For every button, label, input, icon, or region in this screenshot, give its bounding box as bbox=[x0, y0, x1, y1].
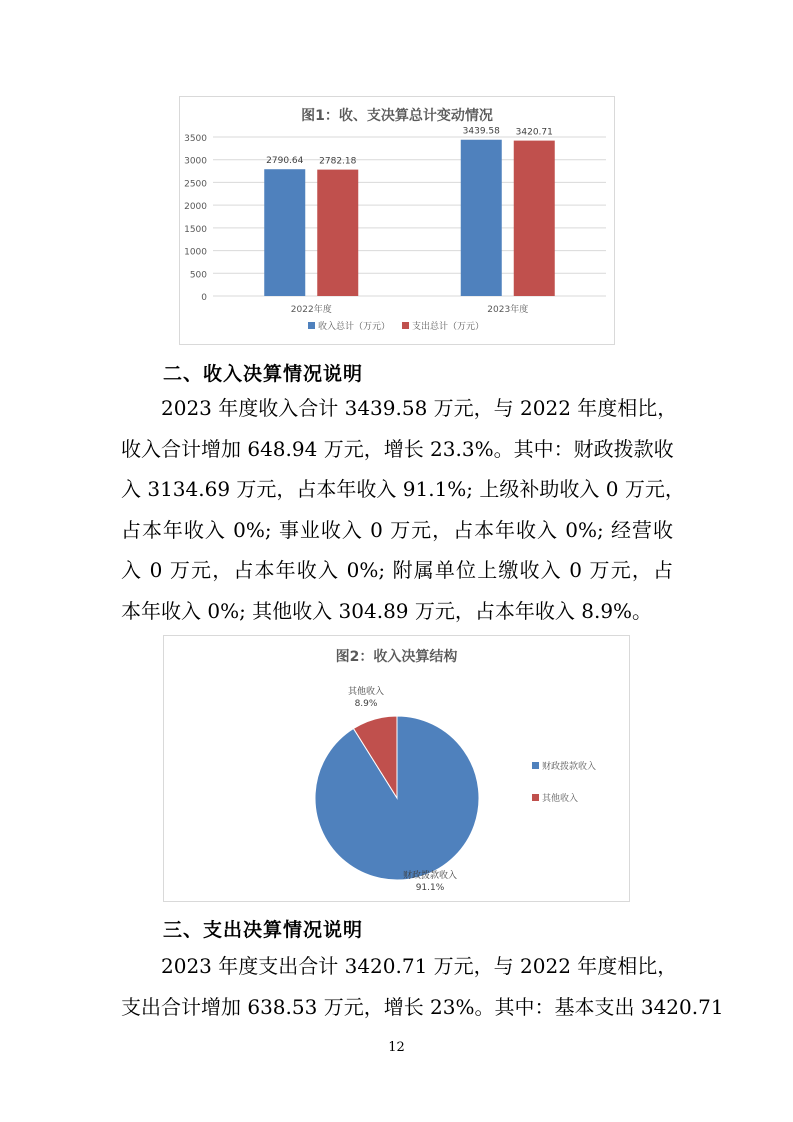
income-expense-bar-chart bbox=[179, 96, 615, 345]
pie-category-label: 其他收入 bbox=[347, 687, 385, 697]
y-tick-label: 2500 bbox=[184, 179, 207, 190]
bar-data-label: 2790.64 bbox=[266, 156, 304, 167]
y-tick-label: 1000 bbox=[184, 247, 207, 258]
y-tick-label: 3000 bbox=[184, 156, 207, 167]
legend-swatch bbox=[402, 322, 409, 329]
chart2-title: 图2：收入决算结构 bbox=[335, 649, 458, 665]
legend-label: 财政拨款收入 bbox=[542, 762, 597, 772]
income-structure-pie-chart bbox=[163, 635, 630, 902]
expense-paragraph bbox=[121, 946, 724, 1027]
bar bbox=[317, 170, 358, 296]
x-tick-label: 2023年度 bbox=[487, 305, 529, 315]
income-line-4: 占本年收入 0%; 事业收入 0 万元，占本年收入 0%; 经营收 bbox=[121, 517, 673, 542]
legend-swatch bbox=[532, 794, 539, 801]
legend-label: 其他收入 bbox=[542, 794, 579, 804]
bar bbox=[514, 141, 555, 296]
income-line-1: 2023 年度收入合计 3439.58 万元，与 2022 年度相比， bbox=[161, 396, 678, 420]
legend-label: 支出总计（万元） bbox=[412, 322, 485, 332]
income-line-2: 收入合计增加 648.94 万元，增长 23.3%。其中：财政拨款收 bbox=[121, 436, 674, 461]
legend-swatch bbox=[532, 762, 539, 769]
pie-value-label: 8.9% bbox=[354, 699, 378, 709]
bar bbox=[461, 140, 502, 296]
pie-value-label: 91.1% bbox=[415, 883, 445, 893]
income-paragraph bbox=[121, 388, 685, 631]
bar-data-label: 3439.58 bbox=[462, 126, 500, 137]
expense-heading: 三、支出决算情况说明 bbox=[163, 919, 364, 941]
income-line-6: 本年收入 0%; 其他收入 304.89 万元，占本年收入 8.9%。 bbox=[121, 598, 653, 623]
y-tick-label: 3500 bbox=[184, 134, 207, 144]
bar bbox=[264, 169, 305, 296]
income-line-3: 入 3134.69 万元，占本年收入 91.1%; 上级补助收入 0 万元， bbox=[121, 477, 685, 501]
bar-data-label: 2782.18 bbox=[319, 156, 357, 167]
y-tick-label: 0 bbox=[201, 293, 207, 303]
bar-data-label: 3420.71 bbox=[515, 127, 553, 138]
expense-line-2: 支出合计增加 638.53 万元，增长 23%。其中：基本支出 3420.71 bbox=[121, 994, 724, 1019]
chart1-svg bbox=[180, 97, 614, 344]
page-number: 12 bbox=[388, 1040, 405, 1055]
expense-line-1: 2023 年度支出合计 3420.71 万元，与 2022 年度相比， bbox=[161, 954, 678, 978]
pie-category-label: 财政拨款收入 bbox=[402, 871, 458, 881]
y-tick-label: 2000 bbox=[184, 202, 207, 213]
income-line-5: 入 0 万元，占本年收入 0%; 附属单位上缴收入 0 万元，占 bbox=[121, 558, 673, 582]
legend-label: 收入总计（万元） bbox=[318, 322, 391, 332]
x-tick-label: 2022年度 bbox=[290, 305, 332, 315]
legend-swatch bbox=[308, 322, 315, 329]
y-tick-label: 500 bbox=[189, 270, 207, 281]
chart2-svg bbox=[164, 636, 629, 901]
chart1-title: 图1：收、支决算总计变动情况 bbox=[301, 108, 493, 124]
income-heading: 二、收入决算情况说明 bbox=[163, 363, 364, 385]
y-tick-label: 1500 bbox=[184, 224, 207, 235]
